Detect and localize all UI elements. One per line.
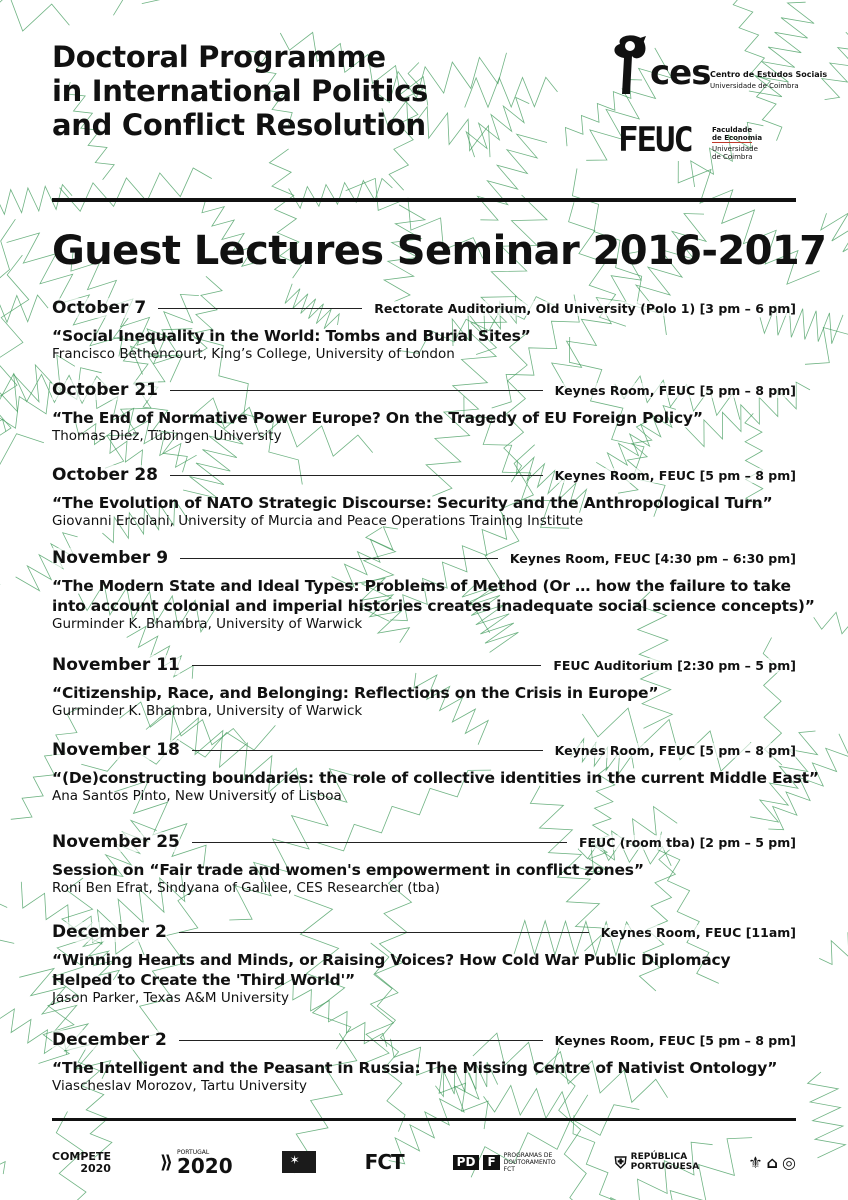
- event-venue: Keynes Room, FEUC [5 pm – 8 pm]: [554, 382, 796, 398]
- event-title-line: “The Intelligent and the Peasant in Russia: The Missing Centre of Nativist Ontology”: [52, 1059, 778, 1077]
- event-connector-line: [179, 1040, 543, 1041]
- event-item: [52, 655, 796, 719]
- event-connector-line: [180, 558, 498, 559]
- event-date: November 25: [52, 832, 180, 852]
- heritage-seal-icon: ◎: [782, 1152, 796, 1172]
- event-item: [52, 465, 796, 529]
- event-connector-line: [192, 750, 543, 751]
- event-header: [52, 1030, 796, 1050]
- event-header: [52, 832, 796, 852]
- pd-mark: PD: [453, 1155, 480, 1170]
- ces-name: Centro de Estudos Sociais: [710, 70, 828, 79]
- feuc-line-3: Universidade: [712, 145, 758, 153]
- event-date: December 2: [52, 922, 167, 942]
- event-date: November 11: [52, 655, 180, 675]
- event-title-line: into account colonial and imperial histories creates inadequate social science concepts)”: [52, 597, 815, 615]
- event-title-line: “Citizenship, Race, and Belonging: Reflections on the Crisis in Europe”: [52, 684, 659, 702]
- event-title-line: “The End of Normative Power Europe? On the Tragedy of EU Foreign Policy”: [52, 409, 703, 427]
- event-header: [52, 655, 796, 675]
- event-header: [52, 298, 796, 318]
- portuguesa-text: PORTUGUESA: [630, 1162, 700, 1172]
- pdf-logo: [453, 1152, 566, 1173]
- event-speaker: Giovanni Ercolani, University of Murcia and Peace Operations Training Institute: [52, 513, 584, 529]
- republica-logo: [615, 1152, 700, 1172]
- eu-flag-icon: ✶: [282, 1151, 316, 1173]
- event-connector-line: [158, 308, 362, 309]
- event-header: [52, 740, 796, 760]
- ces-university: Universidade de Coimbra: [710, 82, 799, 90]
- event-connector-line: [179, 932, 589, 933]
- event-item: [52, 922, 796, 1006]
- compete-text: COMPETE: [52, 1149, 111, 1163]
- republica-text: REPÚBLICA: [630, 1152, 688, 1162]
- unesco-icon: ⌂: [766, 1152, 778, 1172]
- event-header: [52, 465, 796, 485]
- programme-title-line-1: Doctoral Programme: [52, 40, 386, 74]
- event-venue: FEUC (room tba) [2 pm – 5 pm]: [578, 834, 796, 850]
- event-venue: Keynes Room, FEUC [5 pm – 8 pm]: [554, 742, 796, 758]
- event-speaker: Jason Parker, Texas A&M University: [52, 990, 289, 1006]
- compete-logo: [52, 1151, 111, 1174]
- fct-logo: [365, 1152, 404, 1172]
- programme-title-line-2: in International Politics: [52, 74, 428, 108]
- event-item: [52, 380, 796, 444]
- ces-logo: [606, 32, 828, 102]
- feuc-divider: [712, 142, 752, 143]
- feuc-line-2: de Economia: [712, 134, 763, 142]
- bottom-rule: [52, 1118, 796, 1121]
- event-title-line: “The Modern State and Ideal Types: Problems of Method (Or … how the failure to take: [52, 577, 791, 595]
- event-venue: Keynes Room, FEUC [4:30 pm – 6:30 pm]: [509, 550, 796, 566]
- event-header: [52, 922, 796, 942]
- event-item: [52, 1030, 796, 1094]
- portugal-2020-logo: [160, 1149, 233, 1176]
- event-connector-line: [192, 665, 541, 666]
- event-connector-line: [170, 475, 543, 476]
- fct-wordmark: FCT: [364, 1150, 404, 1174]
- ces-wordmark: ces: [650, 53, 711, 93]
- feuc-logo: [618, 120, 808, 166]
- event-title-line: “Winning Hearts and Minds, or Raising Voices? How Cold War Public Diplomacy: [52, 951, 731, 969]
- event-item: [52, 298, 796, 362]
- event-venue: Keynes Room, FEUC [5 pm – 8 pm]: [554, 1032, 796, 1048]
- university-logos: [748, 1152, 796, 1172]
- event-venue: FEUC Auditorium [2:30 pm – 5 pm]: [553, 657, 796, 673]
- event-connector-line: [170, 390, 543, 391]
- event-header: [52, 380, 796, 400]
- event-header: [52, 548, 796, 568]
- compete-year: 2020: [80, 1161, 111, 1175]
- event-item: [52, 548, 815, 632]
- feuc-wordmark: FEUC: [618, 120, 692, 160]
- event-date: December 2: [52, 1030, 167, 1050]
- feuc-line-4: de Coimbra: [712, 153, 753, 161]
- event-date: November 9: [52, 548, 169, 568]
- portugal-arrow-icon: ⟫: [159, 1151, 173, 1173]
- event-title-line: “(De)constructing boundaries: the role of collective identities in the current Middle East”: [52, 769, 819, 787]
- event-title-line: Helped to Create the 'Third World'”: [52, 971, 355, 989]
- f-mark: F: [483, 1155, 499, 1170]
- event-title-line: “Social Inequality in the World: Tombs and Burial Sites”: [52, 327, 531, 345]
- portugal-text: PORTUGAL: [176, 1148, 210, 1156]
- event-item: [52, 832, 796, 896]
- feuc-line-1: Faculdade: [712, 126, 753, 134]
- top-rule: [52, 198, 796, 202]
- event-connector-line: [192, 842, 567, 843]
- event-venue: Keynes Room, FEUC [11am]: [600, 924, 796, 940]
- event-item: [52, 740, 819, 804]
- event-speaker: Francisco Bethencourt, King’s College, University of London: [52, 346, 455, 362]
- portugal-year: 2020: [176, 1153, 233, 1178]
- footer-logos: [52, 1144, 796, 1180]
- event-date: November 18: [52, 740, 180, 760]
- event-title-line: “The Evolution of NATO Strategic Discourse: Security and the Anthropological Turn”: [52, 494, 773, 512]
- event-date: October 28: [52, 465, 158, 485]
- event-date: October 21: [52, 380, 158, 400]
- shield-icon: ⛨: [614, 1152, 627, 1172]
- eu-logo: [282, 1151, 316, 1173]
- programme-title-line-3: and Conflict Resolution: [52, 108, 426, 142]
- event-title-line: Session on “Fair trade and women's empowerment in conflict zones”: [52, 861, 644, 879]
- seminar-title: Guest Lectures Seminar 2016-2017: [52, 228, 827, 274]
- event-speaker: Gurminder K. Bhambra, University of Warwick: [52, 703, 363, 719]
- programme-title: [52, 40, 522, 142]
- university-seal-icon: ⚜: [748, 1152, 763, 1172]
- event-speaker: Roni Ben Efrat, Sindyana of Galilee, CES Researcher (tba): [52, 880, 440, 896]
- event-date: October 7: [52, 298, 147, 318]
- event-speaker: Ana Santos Pinto, New University of Lisboa: [52, 788, 342, 804]
- event-venue: Keynes Room, FEUC [5 pm – 8 pm]: [554, 467, 796, 483]
- event-speaker: Gurminder K. Bhambra, University of Warwick: [52, 616, 363, 632]
- programas-text: PROGRAMAS DE DOUTORAMENTO FCT: [503, 1151, 556, 1173]
- event-speaker: Thomas Diez, Tübingen University: [52, 428, 282, 444]
- event-speaker: Viascheslav Morozov, Tartu University: [52, 1078, 308, 1094]
- event-venue: Rectorate Auditorium, Old University (Polo 1) [3 pm – 6 pm]: [374, 300, 796, 316]
